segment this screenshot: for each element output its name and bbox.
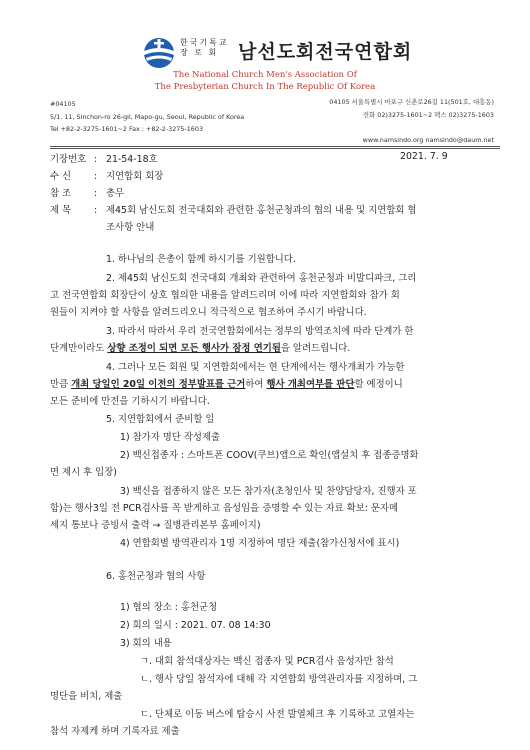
- street-address-korean: 04105 서울특별시 마포구 신촌로26길 11(501호, 대흥동): [329, 98, 494, 106]
- reference-label: 참 조: [50, 188, 72, 199]
- item-6-3-b-line2: 명단을 비치, 제출: [50, 691, 123, 702]
- p4-emphasis-1: 개최 당일인 20일 이전의 정부발표를 근거: [71, 379, 246, 390]
- english-name-line2: The Presbyterian Church In The Republic Of Korea: [154, 82, 376, 92]
- colon: :: [94, 171, 98, 182]
- address-korean: [329, 96, 494, 121]
- recipient-label: 수 신: [50, 171, 72, 182]
- postal-code: #04105: [50, 100, 76, 108]
- reference: 총무: [106, 188, 125, 199]
- paragraph-2-line2: 고 전국연합회 회장단이 상호 협의한 내용을 알려드리며 이에 따라 지연합회와 참가 회: [50, 290, 400, 301]
- website-email: www.namsindo.org namsindo@daum.net: [362, 136, 494, 144]
- street-address-english: 5/1. 11, Sinchon-ro 26-gil, Mapo-gu, Seoul, Republic of Korea: [50, 112, 245, 121]
- recipient: 지연합회 회장: [106, 171, 164, 182]
- subject-line1: 제45회 남신도회 전국대회와 관련한 홍천군청과의 협의 내용 및 지연합회 협: [106, 205, 417, 216]
- paragraph-5: 5. 지연합회에서 준비할 일: [106, 414, 215, 425]
- p3-text-a: 단계만이라도: [50, 343, 108, 354]
- item-5-1: 1) 참가자 명단 작성제출: [120, 432, 221, 443]
- org-small-line2: 장 로 회: [180, 48, 219, 57]
- paragraph-1: 1. 하나님의 은총이 함께 하시기를 기원합니다.: [106, 254, 296, 265]
- paragraph-3-line2: [50, 340, 350, 354]
- item-6-2: 2) 회의 일시 : 2021. 07. 08 14:30: [120, 620, 271, 631]
- paragraph-3-line1: 3. 따라서 따라서 우리 전국연합회에서는 정부의 방역조치에 따라 단계가 한: [106, 326, 414, 337]
- item-5-2-line2: 면 제시 후 입장): [50, 467, 117, 478]
- item-5-2-line1: 2) 백신접종자 : 스마트폰 COOV(쿠브)앱으로 확인(앱설치 후 접종증명화: [120, 450, 419, 461]
- item-6-3-c-line2: 참석 자제케 하며 기록자료 제출: [50, 726, 180, 737]
- paragraph-6: 6. 홍천군청과 협의 사항: [106, 571, 206, 582]
- paragraph-4-line2: [50, 376, 403, 390]
- org-small-line1: 한국기독교: [180, 38, 229, 47]
- paragraph-2-line1: 2. 제45회 남신도회 전국대회 개최와 관련하여 홍천군청과 비발디파크, 그리: [106, 273, 417, 284]
- org-name: 남선도회전국연합회: [238, 41, 413, 63]
- header-divider-bottom: [50, 148, 500, 149]
- org-denomination: [180, 38, 229, 58]
- header-divider-top: [50, 146, 500, 147]
- address-english: [50, 98, 244, 136]
- subject-label: 제 목: [50, 205, 72, 216]
- doc-number-label: 기장번호: [50, 154, 87, 165]
- p4-text-a: 만큼: [50, 379, 72, 390]
- english-name-line1: The National Church Men's Association Of: [173, 70, 357, 80]
- p3-emphasis: 상향 조정이 되면 모든 행사가 잠정 연기됨: [107, 343, 281, 354]
- item-6-1: 1) 협의 장소 : 홍천군청: [120, 602, 218, 613]
- p4-emphasis-2: 행사 개최여부를 판단: [266, 379, 355, 390]
- colon: :: [94, 205, 98, 216]
- reference-row: [50, 185, 124, 199]
- doc-number-row: [50, 151, 158, 165]
- item-5-4: 4) 연합회별 방역관리자 1명 지정하여 명단 제출(참가신청서에 표시): [120, 538, 400, 549]
- subject-row: [50, 202, 416, 216]
- p4-text-e: 할 예정이니: [354, 379, 403, 390]
- recipient-row: [50, 168, 163, 182]
- paragraph-2-line3: 원들이 지켜야 할 사항을 알려드리오니 적극적으로 협조하여 주시기 바랍니다.: [50, 307, 367, 318]
- phone-fax-english: Tel +82-2-3275-1601~2 Fax : +82-2-3275-1603: [50, 125, 204, 133]
- paragraph-4-line3: 모든 준비에 만전을 기하시기 바랍니다.: [50, 396, 210, 407]
- item-6-3-c-line1: ㄷ. 단체로 이동 버스에 탑승시 사전 발열체크 후 기록하고 고열자는: [140, 709, 415, 720]
- doc-number: 21-54-18호: [106, 154, 158, 165]
- item-5-3-line2: 함)는 행사3일 전 PCR검사를 꼭 받게하고 음성임을 증명할 수 있는 자료 확보: 문자메: [50, 503, 399, 514]
- organization-logo-icon: [142, 36, 176, 70]
- item-5-3-line1: 3) 백신을 접종하지 않은 모든 참가자(초청인사 및 찬양담당자, 진행자 포: [120, 486, 417, 497]
- item-6-3-b-line1: ㄴ. 행사 당일 참석자에 대해 각 지연합회 방역관리자를 지정하며, 그: [140, 674, 418, 685]
- phone-fax-korean: 전화 02)3275-1601~2 팩스 02)3275-1603: [362, 110, 494, 119]
- item-5-3-line3: 세지 통보나 증빙서 출력 → 질병관리본부 홈페이지): [50, 520, 261, 531]
- p3-text-c: 을 알려드립니다.: [280, 343, 351, 354]
- doc-date: 2021. 7. 9: [400, 151, 448, 162]
- colon: :: [94, 188, 98, 199]
- colon: :: [94, 154, 98, 165]
- item-6-3: 3) 회의 내용: [120, 638, 172, 649]
- item-6-3-a: ㄱ. 대회 참석대상자는 백신 접종자 및 PCR검사 음성자만 참석: [140, 656, 394, 667]
- p4-text-c: 하여: [245, 379, 267, 390]
- paragraph-4-line1: 4. 그러나 모든 회원 및 지연합회에서는 현 단계에서는 행사개최가 가능한: [106, 362, 405, 373]
- subject-line2: 조사항 안내: [106, 222, 155, 233]
